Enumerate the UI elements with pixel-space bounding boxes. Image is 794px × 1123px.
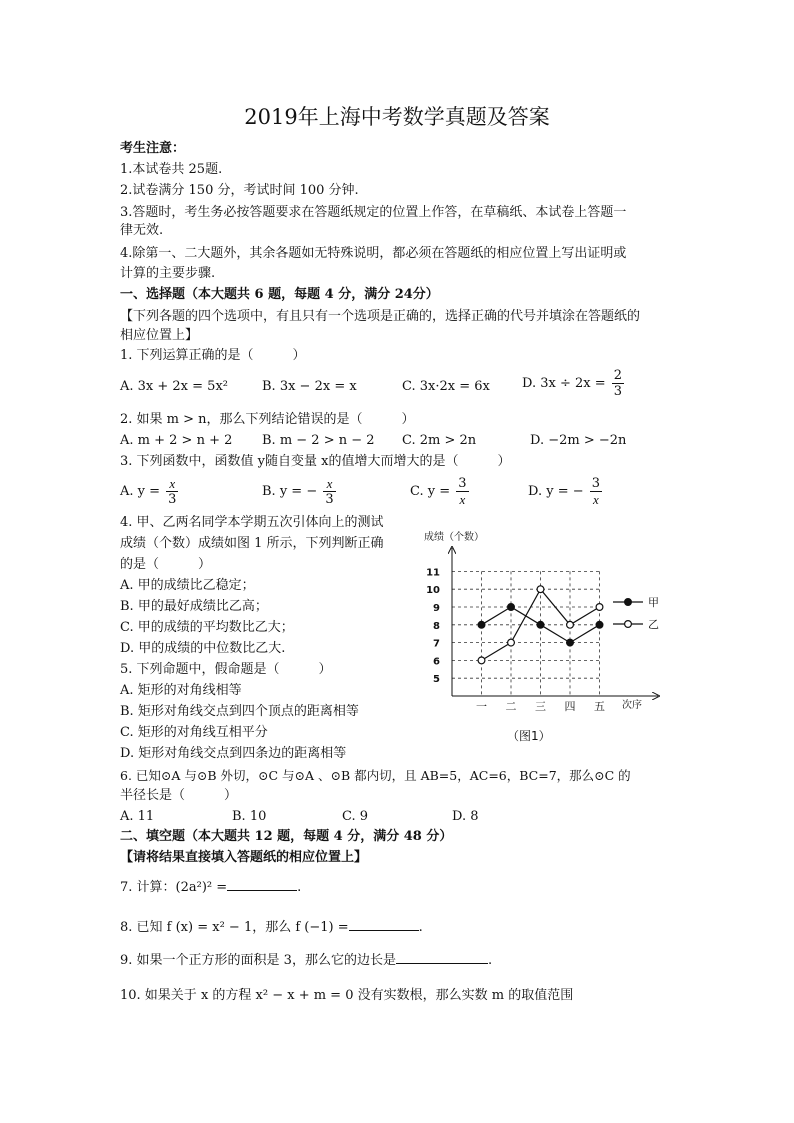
legend-label: 甲: [648, 596, 659, 609]
q1-stem: 1. 下列运算正确的是（ ）: [120, 348, 306, 363]
answer-blank: [227, 878, 297, 891]
x-tick-label: 五: [594, 700, 605, 713]
q6-option-a: A. 11: [120, 809, 155, 824]
x-tick-label: 二: [505, 700, 517, 713]
q5-option-d: D. 矩形对角线交点到四条边的距离相等: [120, 746, 347, 761]
q3-option-c: [410, 476, 471, 507]
q3-d-prefix: D. y = −: [528, 484, 584, 499]
section1-instruction: 【下列各题的四个选项中，有且只有一个选项是正确的，选择正确的代号并填涂在答题纸的: [120, 309, 641, 324]
q9-text: 9. 如果一个正方形的面积是 3，那么它的边长是: [120, 953, 396, 968]
q3-b-prefix: B. y = −: [262, 484, 318, 499]
fraction-numerator: x: [323, 476, 335, 492]
data-point-乙: [537, 586, 544, 593]
q4-option-b: B. 甲的最好成绩比乙高；: [120, 599, 268, 614]
data-point-甲: [567, 639, 574, 646]
q10-text: 10. 如果关于 x 的方程 x² − x + m = 0 没有实数根，那么实数 m 的取值范围: [120, 988, 574, 1003]
q6-option-c: C. 9: [342, 809, 369, 824]
data-point-乙: [567, 621, 574, 628]
q3-c-fraction: [456, 476, 468, 507]
q1-option-d: [522, 368, 626, 399]
q3-option-a: [120, 476, 180, 507]
data-point-乙: [596, 604, 603, 611]
q3-option-d: [528, 476, 604, 507]
legend-marker: [625, 621, 632, 628]
section2-instruction: 【请将结果直接填入答题纸的相应位置上】: [120, 850, 368, 865]
q1-option-a: A. 3x + 2x = 5x²: [120, 379, 228, 394]
data-point-甲: [478, 621, 485, 628]
fraction-denominator: 3: [613, 384, 623, 399]
q3-a-fraction: [166, 476, 178, 507]
period: .: [418, 920, 423, 935]
data-point-甲: [596, 621, 603, 628]
notice-item: 4.除第一、二大题外，其余各题如无特殊说明，都必须在答题纸的相应位置上写出证明或: [120, 246, 627, 261]
legend-label: 乙: [648, 618, 659, 631]
x-tick-label: 三: [535, 700, 546, 713]
q7: [120, 878, 301, 897]
fraction-numerator: 3: [591, 476, 601, 491]
data-point-乙: [508, 639, 515, 646]
q8-text: 8. 已知 f (x) = x² − 1，那么 f (−1) =: [120, 920, 349, 935]
q1-option-d-prefix: D. 3x ÷ 2x =: [522, 376, 606, 391]
q4-stem: 的是（ ）: [120, 557, 212, 572]
q3-d-fraction: [590, 476, 602, 507]
y-tick-label: 8: [433, 620, 440, 632]
figure-caption: （图1）: [507, 729, 551, 743]
figure-1-chart: [410, 520, 680, 750]
notice-item: 2.试卷满分 150 分，考试时间 100 分钟.: [120, 183, 359, 198]
fraction-denominator: x: [459, 492, 466, 507]
section1-heading: 一、选择题（本大题共 6 题，每题 4 分，满分 24分）: [120, 287, 439, 302]
q5-option-b: B. 矩形对角线交点到四个顶点的距离相等: [120, 704, 359, 719]
q4-option-d: D. 甲的成绩的中位数比乙大.: [120, 641, 286, 656]
q1-option-c: C. 3x·2x = 6x: [402, 379, 490, 394]
fraction-numerator: x: [166, 476, 178, 492]
q5-stem: 5. 下列命题中，假命题是（ ）: [120, 662, 332, 677]
q3-b-fraction: [323, 476, 335, 507]
q2-stem: 2. 如果 m > n，那么下列结论错误的是（ ）: [120, 412, 415, 427]
section2-heading: 二、填空题（本大题共 12 题，每题 4 分，满分 48 分）: [120, 829, 453, 844]
notice-heading: 考生注意：: [120, 141, 186, 156]
y-tick-label: 11: [426, 567, 440, 579]
q2-option-b: B. m − 2 > n − 2: [262, 433, 375, 448]
q7-text: 7. 计算：(2a²)² =: [120, 880, 228, 895]
q1-option-b: B. 3x − 2x = x: [262, 379, 357, 394]
y-tick-label: 10: [426, 585, 440, 597]
section1-instruction: 相应位置上】: [120, 328, 199, 343]
q6-stem: 6. 已知⊙A 与⊙B 外切，⊙C 与⊙A 、⊙B 都内切，且 AB=5，AC=6，BC=7，那么⊙C 的: [120, 768, 631, 783]
fraction-denominator: 3: [168, 492, 177, 507]
period: .: [297, 880, 302, 895]
notice-item: 1.本试卷共 25题.: [120, 162, 223, 177]
q9: [120, 951, 492, 970]
y-tick-label: 6: [433, 656, 440, 668]
fraction-denominator: x: [593, 492, 599, 507]
q4-option-c: C. 甲的成绩的平均数比乙大；: [120, 620, 294, 635]
x-axis-label: 次序: [622, 700, 642, 711]
x-tick-label: 四: [564, 700, 576, 713]
fraction-denominator: 3: [325, 492, 334, 507]
page-title: 2019年上海中考数学真题及答案: [244, 105, 550, 129]
q2-option-d: D. −2m > −2n: [530, 433, 627, 448]
q6-stem: 半径长是（ ）: [120, 788, 238, 803]
notice-item: 律无效.: [120, 223, 164, 238]
q8: [120, 918, 423, 937]
q5-option-a: A. 矩形的对角线相等: [120, 683, 242, 698]
q2-option-c: C. 2m > 2n: [402, 433, 477, 448]
answer-blank: [349, 918, 419, 931]
data-point-甲: [537, 621, 544, 628]
q4-stem: 4. 甲、乙两名同学本学期五次引体向上的测试: [120, 515, 384, 530]
q2-option-a: A. m + 2 > n + 2: [120, 433, 233, 448]
q4-stem: 成绩（个数）成绩如图 1 所示，下列判断正确: [120, 536, 384, 551]
fraction-numerator: 3: [458, 476, 467, 491]
answer-blank: [396, 951, 488, 964]
y-tick-label: 9: [433, 603, 440, 614]
data-point-甲: [508, 604, 515, 611]
q5-option-c: C. 矩形的对角线互相平分: [120, 725, 268, 740]
data-point-乙: [478, 657, 485, 664]
q3-c-prefix: C. y =: [410, 484, 451, 499]
notice-item: 计算的主要步骤.: [120, 266, 216, 281]
y-axis-label: 成绩（个数）: [424, 532, 484, 543]
notice-item: 3.答题时，考生务必按答题要求在答题纸规定的位置上作答，在草稿纸、本试卷上答题一: [120, 205, 627, 220]
y-tick-label: 7: [433, 638, 440, 650]
fraction-numerator: 2: [613, 368, 623, 383]
q6-option-d: D. 8: [452, 809, 479, 824]
legend-marker: [625, 599, 632, 606]
q6-option-b: B. 10: [232, 809, 267, 824]
q1-option-d-fraction: [612, 368, 624, 399]
q3-stem: 3. 下列函数中，函数值 y随自变量 x的值增大而增大的是（ ）: [120, 454, 511, 469]
x-tick-label: 一: [476, 700, 487, 713]
period: .: [487, 953, 493, 968]
q4-option-a: A. 甲的成绩比乙稳定；: [120, 578, 255, 593]
q3-a-prefix: A. y =: [120, 484, 161, 499]
y-tick-label: 5: [433, 674, 440, 686]
q3-option-b: [262, 476, 338, 507]
